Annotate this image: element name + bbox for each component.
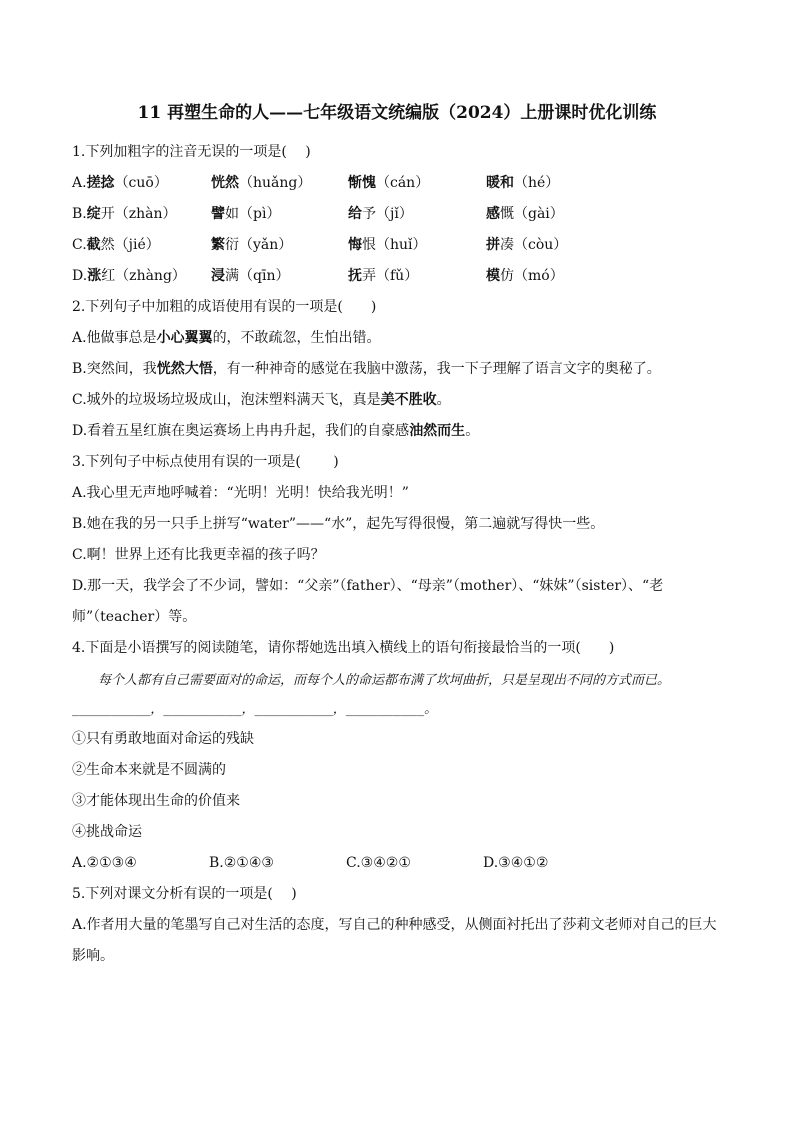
q3-stem: 3.下列句子中标点使用有误的一项是( ) (72, 454, 339, 470)
q2-option-b: B.突然间，我恍然大悟，有一种神奇的感觉在我脑中激荡，我一下子理解了语言文字的奥秘了。 (72, 361, 661, 377)
q4-choice-d: D.③④①② (483, 855, 549, 871)
q4-item-2: ②生命本来就是不圆满的 (72, 762, 226, 778)
q4-item-4: ④挑战命运 (72, 824, 142, 840)
q1-word: 抚弄（fǔ） (348, 268, 419, 284)
q1-options (72, 168, 722, 292)
q3-option-c: C.啊！世界上还有比我更幸福的孩子吗？ (72, 547, 325, 563)
q1-word: 暖和（hé） (486, 175, 560, 191)
q4-item-1: ①只有勇敢地面对命运的残缺 (72, 731, 254, 747)
q1-word: 拼凑（còu） (486, 237, 568, 253)
q4-choice-b: B.②①④③ (209, 855, 274, 871)
q2-stem: 2.下列句子中加粗的成语使用有误的一项是( ) (72, 299, 377, 315)
q4-choice-c: C.③④②① (346, 855, 411, 871)
q2-option-c: C.城外的垃圾场垃圾成山，泡沫塑料满天飞，真是美不胜收。 (72, 392, 451, 408)
q1-option-c (72, 230, 722, 261)
q1-option-a (72, 168, 722, 199)
q1-word: 悔恨（huǐ） (348, 237, 427, 253)
q5-option-a: A.作者用大量的笔墨写自己对生活的态度，写自己的种种感受，从侧面衬托出了莎莉文老师对自己的巨大影响。 (72, 917, 717, 964)
q1-option-b (72, 199, 722, 230)
q5-stem: 5.下列对课文分析有误的一项是( ) (72, 886, 297, 902)
q1-word: A.搓捻（cuō） (72, 175, 168, 191)
q1-word: 恍然（huǎng） (211, 175, 312, 191)
q1-word: C.截然（jié） (72, 237, 160, 253)
q1-stem: 1.下列加粗字的注音无误的一项是( ) (72, 144, 311, 160)
q4-choices (72, 848, 722, 879)
q1-option-d (72, 261, 722, 292)
q1-word: 惭愧（cán） (348, 175, 430, 191)
q2-option-a: A.他做事总是小心翼翼的，不敢疏忽，生怕出错。 (72, 330, 381, 346)
q4-item-3: ③才能体现出生命的价值来 (72, 793, 240, 809)
q2-option-d: D.看着五星红旗在奥运赛场上冉冉升起，我们的自豪感油然而生。 (72, 423, 480, 439)
q1-word: 譬如（pì） (211, 206, 281, 222)
q3-option-d: D.那一天，我学会了不少词，譬如：“父亲”（father）、“母亲”（mother）、“妹妹”（sister）、“老师”（teacher）等。 (72, 578, 664, 625)
q1-word: 感慨（gài） (486, 206, 564, 222)
q1-word: B.绽开（zhàn） (72, 206, 177, 222)
q1-word: D.涨红（zhàng） (72, 268, 186, 284)
q1-word: 浸满（qīn） (211, 268, 290, 284)
q1-word: 给予（jǐ） (348, 206, 413, 222)
q4-passage: 每个人都有自己需要面对的命运，而每个人的命运都布满了坎坷曲折，只是呈现出不同的方式而已。__________，__________，__________，__________。 (72, 673, 671, 717)
q1-word: 模仿（mó） (486, 268, 564, 284)
q4-choice-a: A.②①③④ (72, 855, 137, 871)
page-title: 11 再塑生命的人——七年级语文统编版（2024）上册课时优化训练 (137, 103, 657, 123)
q1-word: 繁衍（yǎn） (211, 237, 293, 253)
q3-option-b: B.她在我的另一只手上拼写“water”——“水”，起先写得很慢，第二遍就写得快一些。 (72, 516, 605, 532)
q4-stem: 4.下面是小语撰写的阅读随笔，请你帮她选出填入横线上的语句衔接最恰当的一项( ) (72, 640, 615, 656)
worksheet (72, 98, 722, 972)
q3-option-a: A.我心里无声地呼喊着：“光明！光明！快给我光明！” (72, 485, 409, 501)
